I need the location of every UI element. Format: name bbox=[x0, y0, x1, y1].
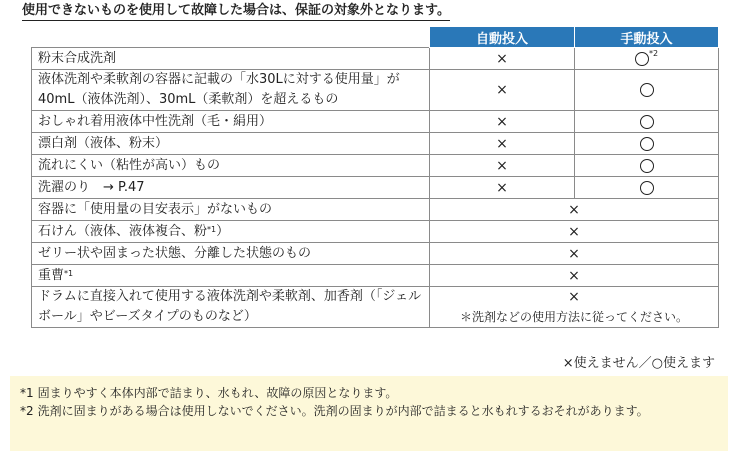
row-label: 容器に「使用量の目安表示」がないもの bbox=[32, 199, 430, 221]
usage-note: ＊洗剤などの使用方法に従ってください。 bbox=[459, 310, 688, 324]
footnote-text: 固まりやすく本体内部で詰まり、水もれ、故障の原因となります。 bbox=[37, 386, 398, 400]
warranty-warning-title: 使用できないものを使用して故障した場合は、保証の対象外となります。 bbox=[22, 2, 450, 21]
circle-ok-icon bbox=[640, 115, 654, 129]
circle-ok-icon bbox=[640, 181, 654, 195]
note-ref: *1 bbox=[207, 225, 217, 234]
footnote-text: 洗剤に固まりがある場合は使用しないでください。洗剤の固まりが内部で詰まると水もれするおそれがあります。 bbox=[37, 404, 649, 418]
table-row bbox=[32, 243, 719, 265]
circle-ok-icon bbox=[640, 83, 654, 97]
table-row bbox=[32, 177, 719, 199]
auto-mark: × bbox=[430, 48, 575, 70]
row-label: 流れにくい（粘性が高い）もの bbox=[32, 155, 430, 177]
table-row bbox=[32, 70, 719, 111]
row-label: 粉末合成洗剤 bbox=[32, 48, 430, 70]
header-manual: 手動投入 bbox=[575, 27, 719, 48]
circle-ok-icon bbox=[640, 137, 654, 151]
manual-mark bbox=[575, 177, 719, 199]
auto-mark: × bbox=[430, 133, 575, 155]
row-label bbox=[32, 221, 430, 243]
table-row bbox=[32, 221, 719, 243]
manual-mark bbox=[575, 48, 719, 70]
header-auto: 自動投入 bbox=[430, 27, 575, 48]
auto-mark: × bbox=[430, 155, 575, 177]
footnote-key: *1 bbox=[20, 386, 34, 400]
table-row bbox=[32, 155, 719, 177]
both-mark: × bbox=[430, 199, 719, 221]
manual-note-ref: *2 bbox=[648, 48, 659, 58]
row-label-text: 石けん（液体、液体複合、粉 bbox=[38, 224, 208, 239]
table-row bbox=[32, 265, 719, 287]
auto-mark: × bbox=[430, 177, 575, 199]
footnote-key: *2 bbox=[20, 404, 34, 418]
manual-mark bbox=[575, 155, 719, 177]
row-label: 液体洗剤や柔軟剤の容器に記載の「水30Lに対する使用量」が40mL（液体洗剤）、30mL（柔軟剤）を超えるもの bbox=[32, 70, 430, 111]
both-mark: × bbox=[430, 221, 719, 243]
auto-mark: × bbox=[430, 70, 575, 111]
table-row bbox=[32, 287, 719, 328]
table-row bbox=[32, 111, 719, 133]
row-label bbox=[32, 265, 430, 287]
table-row bbox=[32, 199, 719, 221]
footnotes bbox=[10, 376, 728, 451]
row-label: ドラムに直接入れて使用する液体洗剤や柔軟剤、加香剤（「ジェルボール」やビーズタイプのものなど） bbox=[32, 287, 430, 328]
footnote bbox=[20, 384, 716, 402]
manual-mark bbox=[575, 111, 719, 133]
row-label: 洗濯のり → P.47 bbox=[32, 177, 430, 199]
row-label: 漂白剤（液体、粉末） bbox=[32, 133, 430, 155]
row-label-text: 重曹 bbox=[38, 268, 65, 283]
both-mark: × bbox=[430, 265, 719, 287]
note-ref: *1 bbox=[64, 269, 74, 278]
row-label-tail: ） bbox=[216, 224, 230, 239]
header-blank bbox=[32, 27, 430, 48]
circle-ok-icon bbox=[640, 159, 654, 173]
table-row bbox=[32, 133, 719, 155]
legend: ×使えません／○使えます bbox=[562, 356, 715, 371]
auto-mark: × bbox=[430, 111, 575, 133]
table-row bbox=[32, 48, 719, 70]
both-mark-value: × bbox=[568, 289, 580, 305]
footnote bbox=[20, 402, 716, 420]
row-label: おしゃれ着用液体中性洗剤（毛・絹用） bbox=[32, 111, 430, 133]
circle-ok-icon bbox=[635, 52, 649, 66]
both-mark bbox=[430, 287, 719, 328]
both-mark: × bbox=[430, 243, 719, 265]
row-label: ゼリー状や固まった状態、分離した状態のもの bbox=[32, 243, 430, 265]
manual-mark bbox=[575, 70, 719, 111]
detergent-compatibility-table bbox=[31, 26, 719, 328]
manual-mark bbox=[575, 133, 719, 155]
